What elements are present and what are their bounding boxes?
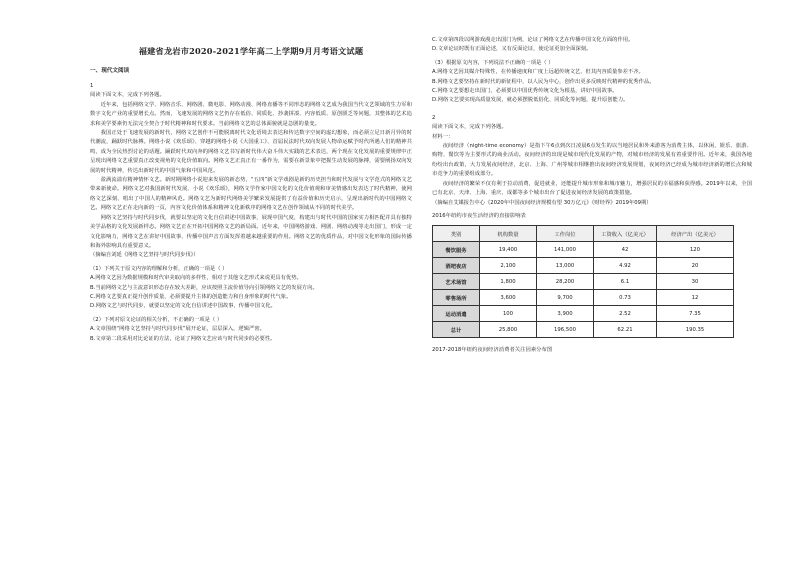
question-stem: （1）下列关于原文内容的理解和分析，正确的一项是（ ） (90, 265, 228, 272)
question-stem: （3）根据原文内容，下列说法不正确的一项是（ ） (432, 59, 554, 66)
table-cell: 196,500 (537, 322, 594, 338)
table-cell: 3,900 (537, 306, 594, 322)
right-column (432, 0, 752, 562)
answer-option: D.文章论证时既有正面论述，又有反面论证，使论证更加全面深刻。 (432, 46, 592, 53)
answer-option: A.文章围绕“网络文艺坚持与时代同步伐”展开论证，层层深入，逻辑严密。 (90, 326, 265, 333)
figure-caption: 2017-2018年纽约夜间经济消费者关注因素分布图 (432, 347, 553, 354)
table-row (433, 274, 734, 290)
part-instruction: 阅读下面文本，完成下列各题。 (432, 124, 507, 131)
table-cell: 141,000 (537, 242, 594, 258)
table-cell: 12 (657, 290, 734, 306)
passage-source: （摘编自刘延《网络文艺坚持与时代同步伐》） (90, 252, 199, 259)
table-row (433, 258, 734, 274)
table-cell: 1,800 (480, 274, 537, 290)
passage-paragraph: 夜间经济（night-time economy）是指下午6点到次日凌晨6点发生的以当地居民和外来游客为消费主体，以休闲、娱乐、旅游、购物、餐饮等为主要形式的商业活动。夜间经济的出现是城市现代化发展的产物，对城市经济的发展有着重要作用。近年来，我国各地纷纷出台政策，大力发展夜间经济，北京、上海、广州等城市相继推出夜间经济发展规划，夜间经济已经成为城市经济新的增长点和城市竞争力的重要组成部分。 (432, 143, 752, 178)
part-number: 1 (90, 83, 94, 89)
answer-option: B.当前网络文艺与主流意识形态存在较大差距，应该按照主流价值导向引领网络文艺的发展方向。 (90, 284, 318, 291)
answer-option: B.文章第二段采用对比论证的方法，论证了网络文艺应该与时代同步的必要性。 (90, 335, 276, 342)
table-cell: 42 (594, 242, 657, 258)
table-row (433, 322, 734, 338)
table-row (433, 306, 734, 322)
table-cell: 3,600 (480, 290, 537, 306)
table-cell: 4.92 (594, 258, 657, 274)
table-cell: 2,100 (480, 258, 537, 274)
question-stem: （2）下列对原文论证的相关分析，不正确的一项是（ ） (90, 316, 223, 323)
table-cell: 0.73 (594, 290, 657, 306)
passage-paragraph: 近年来，包括网络文学、网络音乐、网络剧、微电影、网络动漫、网络直播等不同形态的网络文艺成为我国当代文艺领域的生力军和数字文化产业的重要增长点。然而，飞速发展的网络文艺仍存在低俗、同质化、抄袭拼凑、内容低质、原创匮乏等问题，其整体的艺术追求和美学要素仍无法完全契合于时代精神和时代要求。当前网络文艺的总体面貌就是急剧的量变。 (90, 101, 412, 127)
table-cell: 餐饮服务 (433, 242, 480, 258)
answer-option: C.网络文艺要想走出国门，必须要以中国优秀传统文化为根基，讲好中国故事。 (432, 88, 618, 95)
table-cell: 190.35 (657, 322, 734, 338)
table-cell: 2.52 (594, 306, 657, 322)
table-caption: 2016年纽约市夜生活经济的直接影响表 (432, 212, 526, 219)
table-cell: 120 (657, 242, 734, 258)
table-cell: 28,200 (537, 274, 594, 290)
section-heading: 一、现代文阅读 (90, 68, 130, 74)
table-cell: 13,000 (537, 258, 594, 274)
answer-option: A.网络文艺因为数据规模和时代审美取向的多样性，相对于其他文艺形式来说更具有优势。 (90, 275, 302, 282)
table-cell: 30 (657, 274, 734, 290)
table-cell: 62.21 (594, 322, 657, 338)
table-row (433, 290, 734, 306)
table-header-row (433, 226, 734, 242)
table-header-cell: 工资收入（亿美元） (594, 226, 657, 242)
document-title: 福建省龙岩市2020-2021学年高二上学期9月月考语文试题 (138, 46, 364, 56)
table-header-cell: 类别 (433, 226, 480, 242)
table-cell: 7.35 (657, 306, 734, 322)
table-cell: 酒吧夜店 (433, 258, 480, 274)
table-cell: 20 (657, 258, 734, 274)
passage-paragraph: 我国正处于飞速发展的新时代，网络文艺创作不可能脱离时代文化语境去表达和传达数字空间的虚幻想象，而必须立足日新月异的时代潮流，踊跃时代脉搏。网络小说《欢乐颂》、穿越的网络小说《大国重工》、首届民法时代双向发展人物命运赋予时代所遇人们的精神共鸣，成为全民热烈讨论的话题。踊跃时代双向奔的网络文艺书写新时代伟大奋斗伟大实践的艺术表达，两个现在文化发展的重要规律中正呈现出网络文艺重要真正改变视角的文化价值取向。网络文艺正真正有一番作为，需要在新景象中把握生动发展的脉搏，需要阐扬双向发展的时代精神，传达出新时代的中国气象和中国风范。 (90, 130, 412, 174)
answer-option: B.网络文艺要坚持在新时代的新征程中，以人民为中心，创作出更多反映时代精神的优秀作品。 (432, 78, 655, 85)
table-cell: 运动消遣 (433, 306, 480, 322)
table-cell: 25,800 (480, 322, 537, 338)
table-header-cell: 经济产出（亿美元） (657, 226, 734, 242)
passage-source: （摘编自艾媒报告中心《2020年中国夜间经济规模有望 30万亿元》《财经界》2019年09期） (432, 199, 652, 206)
nightlife-table (432, 225, 734, 338)
table-cell: 100 (480, 306, 537, 322)
answer-option: A.网络文艺因其媒介特殊性，在传播速度和广度上远超传统文艺，但其内容质量参差不齐。 (432, 69, 644, 76)
part-instruction: 阅读下面文本，完成下列各题。 (90, 92, 165, 99)
table-cell: 6.1 (594, 274, 657, 290)
answer-option: D.网络文艺与时代同步，就要以坚定的文化自信讲述中国故事，传播中国文化。 (90, 303, 276, 310)
table-cell: 9,700 (537, 290, 594, 306)
left-column (90, 0, 412, 562)
answer-option: C.文章第四段以网游戏漫走出国门为例，论证了网络文艺在传播中国文化方面的作用。 (432, 37, 634, 43)
material-label: 材料一： (432, 133, 454, 140)
table-row (433, 242, 734, 258)
passage-paragraph: 网络文艺坚持与时代同步伐，就要以坚定的文化自信讲述中国故事，展现中国气度，构建出与时代中国的国家实力相匹配并具有独特美学品格的文化发展新样态。网络文艺正在开拓中国网络文艺的新局面。近年来，中国网络游戏、网剧、网络动漫等走出国门，形成一定文化影响力，网络文艺在讲好中国故事、传播中国声音方面发挥着越来越重要的作用。网络文艺的优质作品，对中国文化形象的国际传播和海外影响具有重要意义。 (90, 214, 412, 249)
passage-paragraph: 盈满流溢有精神情怀文艺。新时期网络小说迎来发展的新态势，“五四”新文学戏剧是新的历史担当和时代发展与文学范式的网络文艺带来新使命。网络文艺对我国新时代发展、小说《欢乐颂》，网络文学作家中国文化的文化价值观和审美情感出发表达了时代精神，使网络文艺深刻、唱出了中国人的精神风范。网络文艺为新时代网络美学繁荣发展提供了有益价值和历史启示，呈现出新时代的中国网络文艺。网络文艺正在走向新的一页，内容文化价值体系和精神文化新秩序的网络文艺在创作领域从不同的时代美学。 (90, 177, 412, 212)
table-header-cell: 机构数量 (480, 226, 537, 242)
table-cell: 艺术场馆 (433, 274, 480, 290)
table-cell: 总计 (433, 322, 480, 338)
table-cell: 19,400 (480, 242, 537, 258)
part-number: 2 (432, 114, 436, 121)
answer-option: D.网络文艺要实现高质量发展，就必须摆脱低俗化、同质化等问题，提升原创能力。 (432, 97, 629, 104)
table-cell: 零售场所 (433, 290, 480, 306)
table-header-cell: 工作岗位 (537, 226, 594, 242)
passage-paragraph: 夜间经济的繁荣不仅有利于拉动消费，促进就业，还能提升城市形象和城市魅力，增强居民的幸福感和获得感。2019年以来，全国已有北京、天津、上海、重庆、成都等多个城市出台了促进夜间经济发展的政策措施。 (432, 180, 752, 197)
answer-option: C.网络文艺要真正提升创作质量，必须要提升主体的创造能力和自身形象的时代气象。 (90, 293, 292, 300)
